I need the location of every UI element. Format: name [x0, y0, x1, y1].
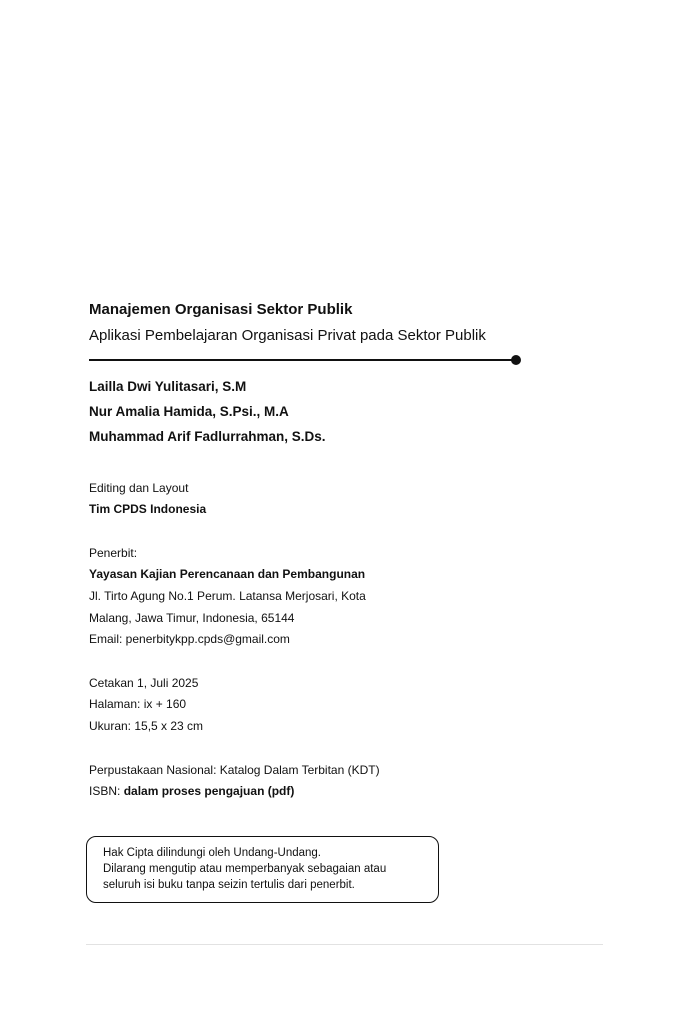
author-1: Lailla Dwi Yulitasari, S.M	[89, 379, 247, 394]
pages-info: Halaman: ix + 160	[89, 697, 187, 711]
isbn-value: dalam proses pengajuan (pdf)	[123, 784, 295, 798]
copyright-notice-box	[86, 836, 439, 903]
editing-value: Tim CPDS Indonesia	[89, 502, 207, 516]
author-2: Nur Amalia Hamida, S.Psi., M.A	[89, 404, 289, 419]
isbn-label: ISBN:	[89, 784, 124, 798]
publisher-label: Penerbit:	[89, 546, 138, 560]
edition-info: Cetakan 1, Juli 2025	[89, 676, 199, 690]
size-info: Ukuran: 15,5 x 23 cm	[89, 719, 204, 733]
book-subtitle: Aplikasi Pembelajaran Organisasi Privat pada Sektor Publik	[89, 327, 486, 344]
author-3: Muhammad Arif Fadlurrahman, S.Ds.	[89, 429, 326, 444]
footer-divider	[86, 944, 603, 945]
publisher-email: Email: penerbitykpp.cpds@gmail.com	[89, 632, 290, 646]
copyright-line-3: seluruh isi buku tanpa seizin tertulis dari penerbit.	[103, 879, 355, 891]
title-divider	[89, 359, 513, 361]
publisher-address-line-2: Malang, Jawa Timur, Indonesia, 65144	[89, 611, 295, 625]
copyright-line-1: Hak Cipta dilindungi oleh Undang-Undang.	[103, 847, 322, 859]
kdt-line: Perpustakaan Nasional: Katalog Dalam Terbitan (KDT)	[89, 763, 380, 777]
book-title: Manajemen Organisasi Sektor Publik	[89, 301, 353, 318]
publisher-address-line-1: Jl. Tirto Agung No.1 Perum. Latansa Merjosari, Kota	[89, 589, 366, 603]
editing-label: Editing dan Layout	[89, 481, 189, 495]
publisher-name: Yayasan Kajian Perencanaan dan Pembangunan	[89, 567, 366, 581]
divider-end-dot	[511, 355, 521, 365]
copyright-line-2: Dilarang mengutip atau memperbanyak sebagaian atau	[103, 863, 387, 875]
isbn-line	[89, 784, 294, 798]
